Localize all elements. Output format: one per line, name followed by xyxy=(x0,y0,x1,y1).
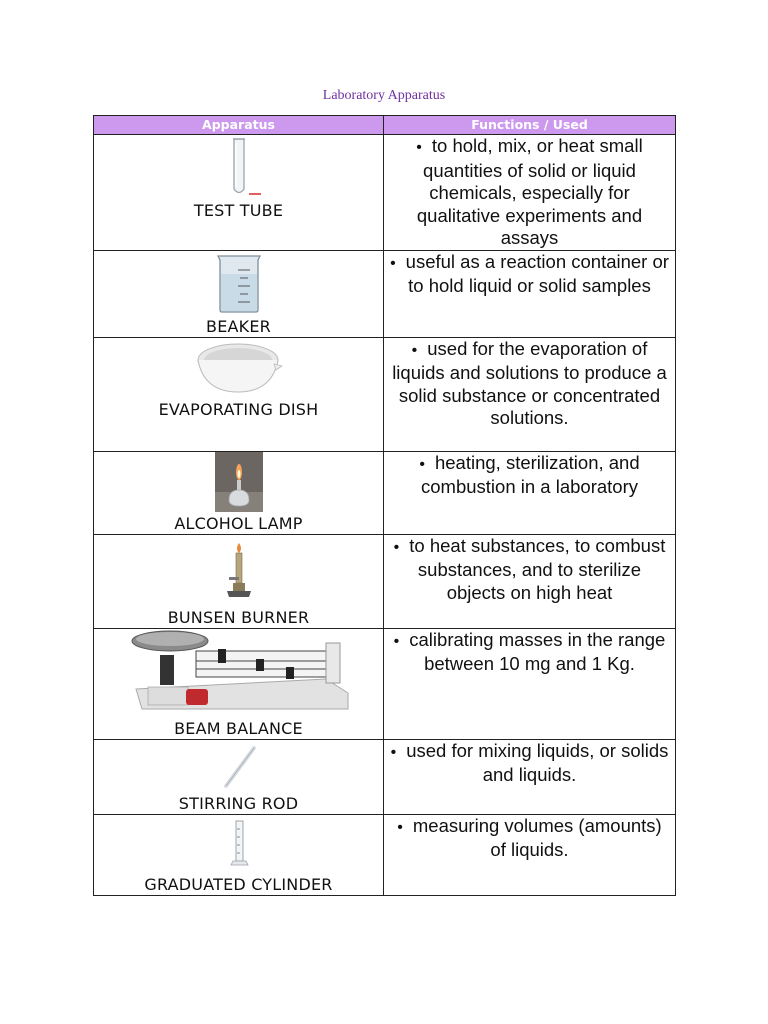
table-row xyxy=(94,534,676,628)
apparatus-name: BEAKER xyxy=(206,316,271,336)
apparatus-name: ALCOHOL LAMP xyxy=(174,513,303,533)
apparatus-cell xyxy=(94,534,384,628)
bullet-icon: • xyxy=(390,743,397,761)
apparatus-cell xyxy=(94,628,384,739)
apparatus-cell xyxy=(94,250,384,337)
table-row xyxy=(94,814,676,895)
header-functions: Functions / Used xyxy=(384,116,676,135)
table-header-row xyxy=(94,116,676,135)
bullet-icon: • xyxy=(393,538,400,556)
table-row xyxy=(94,739,676,814)
function-text: used for mixing liquids, or solids and liquids. xyxy=(406,739,669,785)
function-cell xyxy=(384,337,676,451)
function-text: measuring volumes (amounts) of liquids. xyxy=(412,814,662,860)
table-row xyxy=(94,628,676,739)
beam-balance-icon xyxy=(94,629,383,713)
bullet-icon: • xyxy=(416,139,422,156)
function-cell xyxy=(384,135,676,251)
stirring-rod-icon xyxy=(94,742,383,792)
table-row xyxy=(94,250,676,337)
apparatus-cell xyxy=(94,337,384,451)
apparatus-name: EVAPORATING DISH xyxy=(158,399,319,419)
bullet-icon: • xyxy=(397,818,403,836)
function-text: to heat substances, to combust substances, and to sterilize objects on high heat xyxy=(409,534,666,603)
function-cell xyxy=(384,534,676,628)
table-row xyxy=(94,451,676,534)
test-tube-icon xyxy=(94,137,383,197)
header-apparatus: Apparatus xyxy=(94,116,384,135)
apparatus-name: STIRRING ROD xyxy=(178,793,299,813)
apparatus-name: BUNSEN BURNER xyxy=(167,607,310,627)
bullet-icon: • xyxy=(411,341,418,359)
apparatus-cell xyxy=(94,814,384,895)
function-cell xyxy=(384,739,676,814)
apparatus-name: GRADUATED CYLINDER xyxy=(144,874,333,894)
bunsen-burner-icon xyxy=(94,541,383,601)
alcohol-lamp-icon xyxy=(94,452,383,512)
apparatus-cell xyxy=(94,739,384,814)
evaporating-dish-icon xyxy=(94,340,383,396)
graduated-cylinder-icon xyxy=(94,819,383,869)
function-cell xyxy=(384,814,676,895)
function-text: used for the evaporation of liquids and solutions to produce a solid substance or concentrated solutions. xyxy=(392,337,667,428)
bullet-icon: • xyxy=(390,254,396,272)
page-title: Laboratory Apparatus xyxy=(322,88,446,103)
function-cell xyxy=(384,250,676,337)
apparatus-table xyxy=(93,115,676,896)
function-cell xyxy=(384,451,676,534)
bullet-icon: • xyxy=(419,455,425,473)
function-text: useful as a reaction container or to hold liquid or solid samples xyxy=(405,250,669,296)
table-row xyxy=(94,135,676,251)
function-cell xyxy=(384,628,676,739)
apparatus-name: BEAM BALANCE xyxy=(174,718,303,738)
apparatus-cell xyxy=(94,135,384,251)
table-row xyxy=(94,337,676,451)
function-text: to hold, mix, or heat small quantities of solid or liquid chemicals, especially for qualitative experiments and assays xyxy=(416,135,643,248)
apparatus-cell xyxy=(94,451,384,534)
bullet-icon: • xyxy=(393,632,400,650)
function-text: heating, sterilization, and combustion in a laboratory xyxy=(421,451,640,497)
function-text: calibrating masses in the range between 10 mg and 1 Kg. xyxy=(409,628,666,674)
apparatus-name: TEST TUBE xyxy=(193,200,284,220)
beaker-icon xyxy=(94,252,383,314)
